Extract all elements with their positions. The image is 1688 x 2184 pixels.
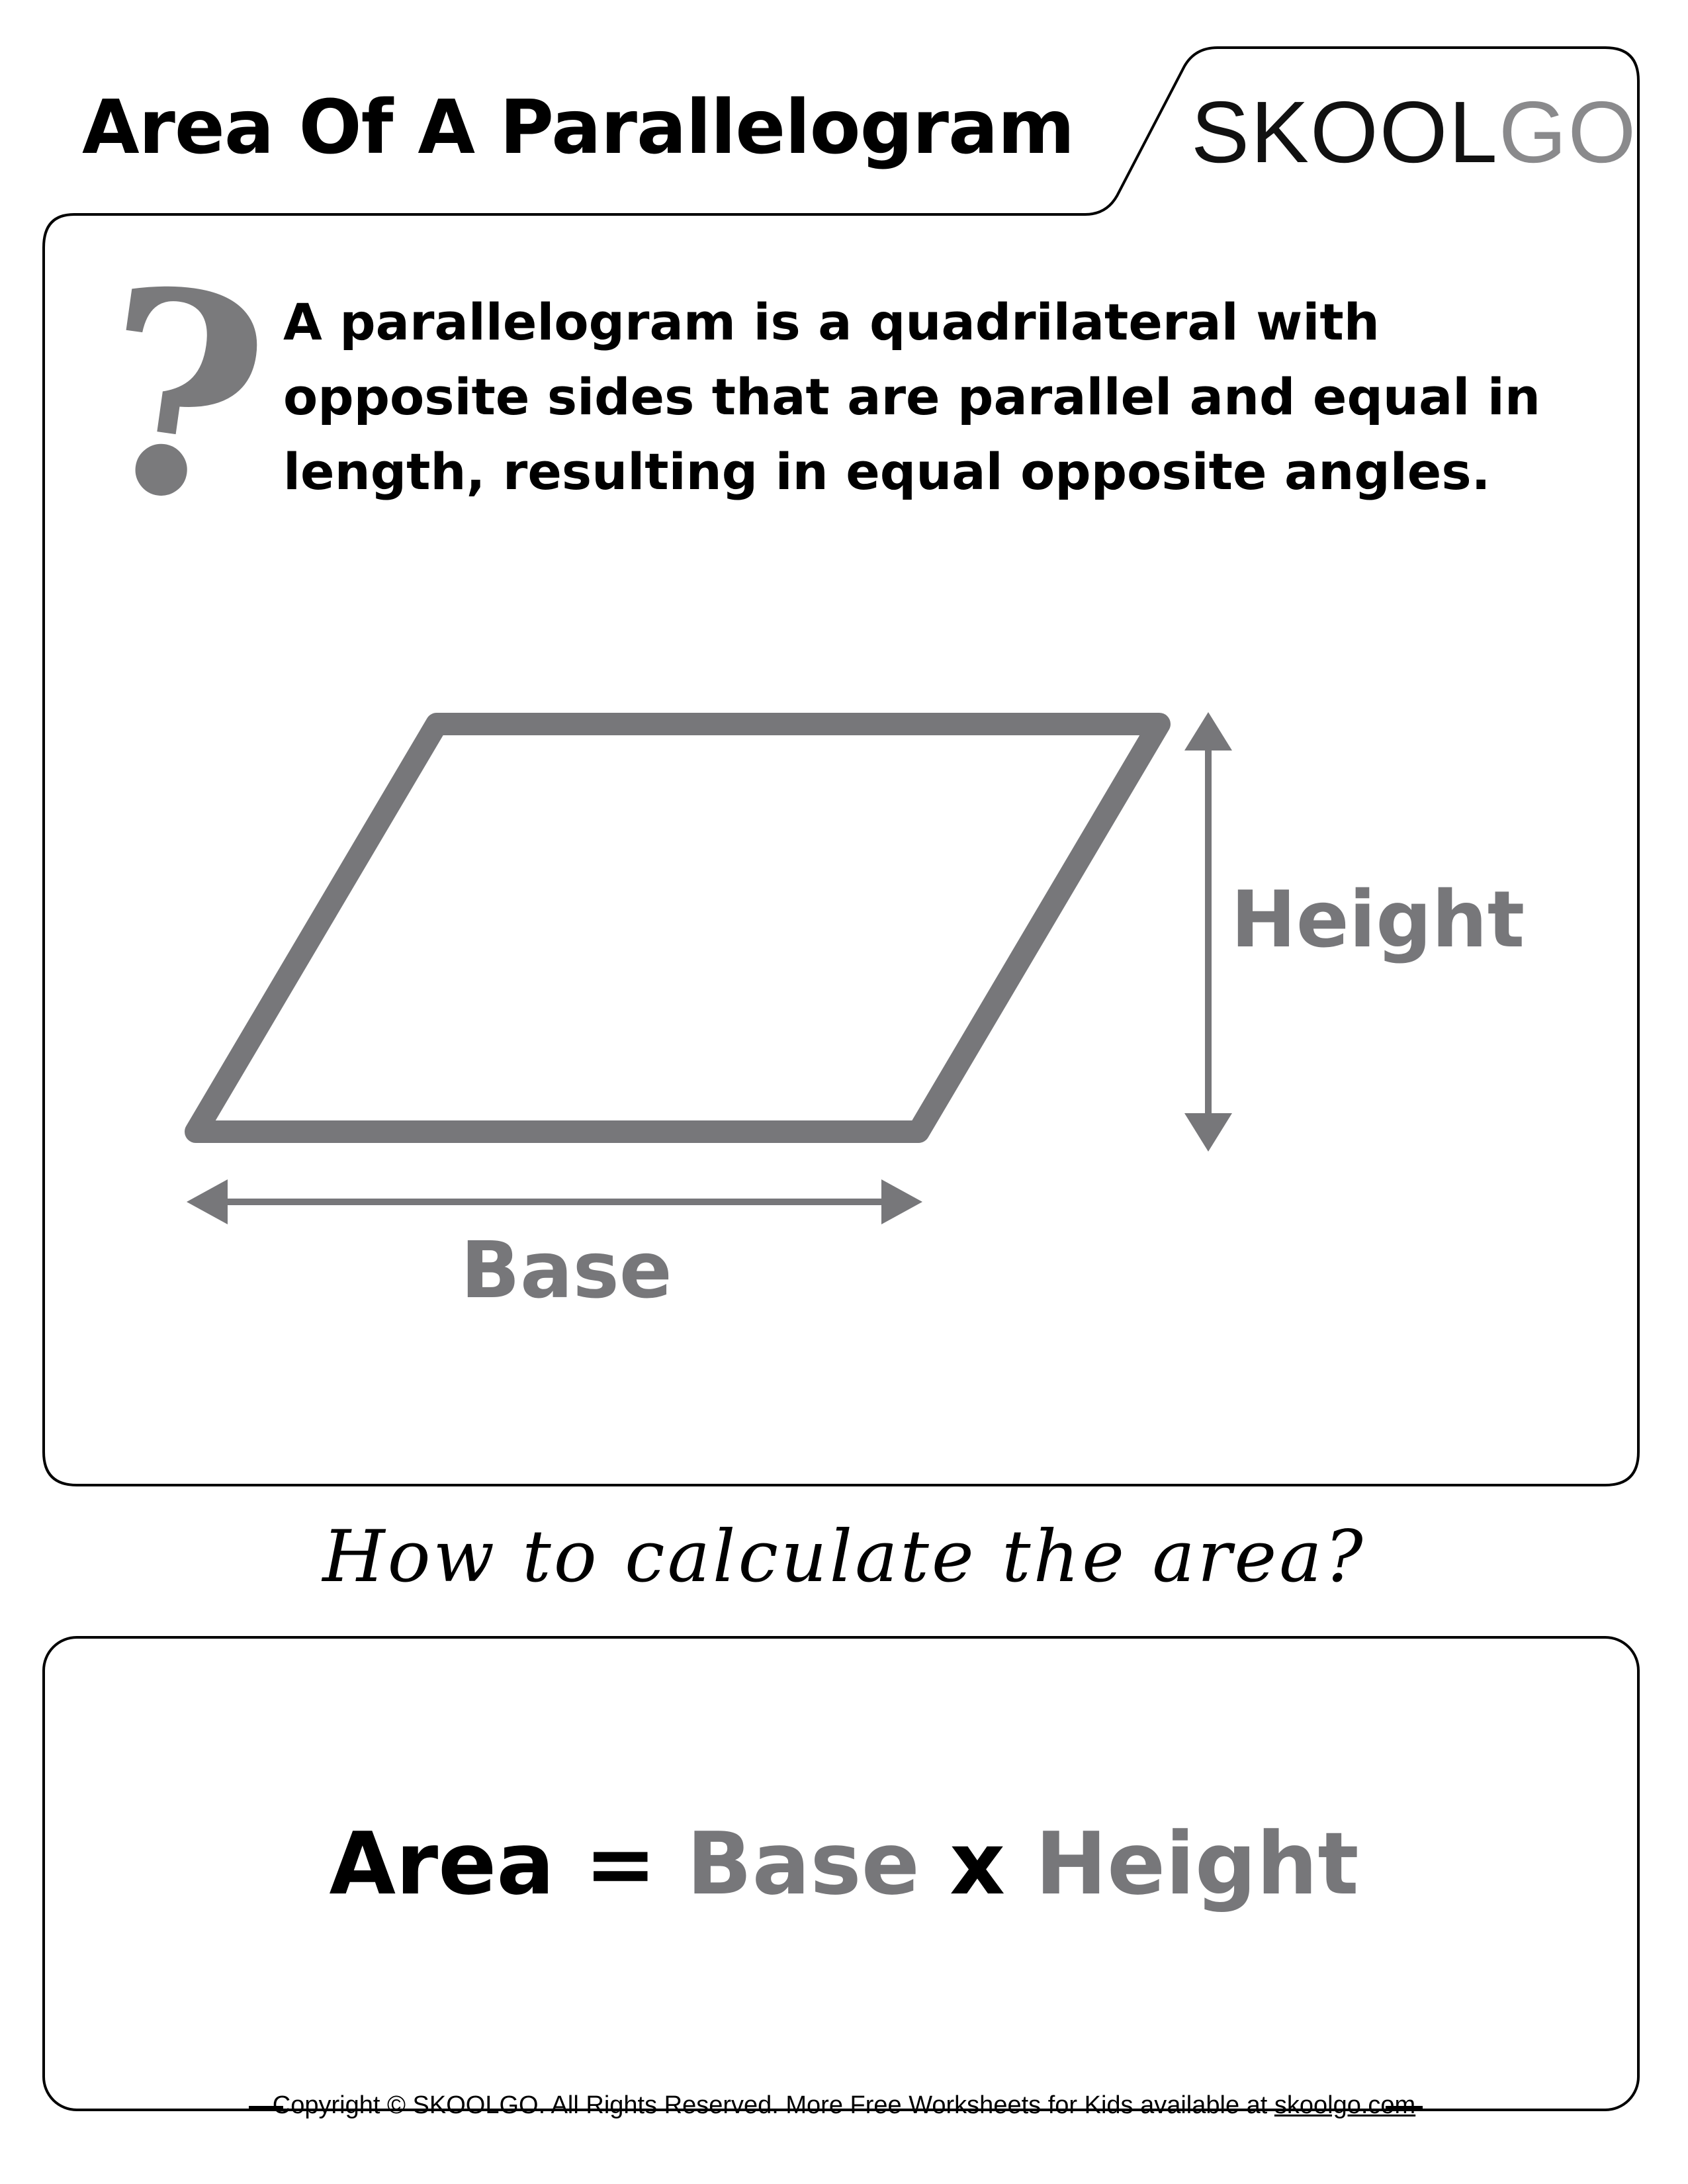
height-arrow bbox=[1184, 712, 1232, 1152]
footer-copyright: Copyright © SKOOLGO. All Rights Reserved. More Free Worksheets for Kids available at bbox=[272, 2091, 1268, 2119]
page-title: Area Of A Parallelogram bbox=[82, 85, 1075, 171]
base-arrow bbox=[187, 1179, 922, 1224]
formula-equals: = bbox=[584, 1813, 657, 1914]
formula-base: Base bbox=[686, 1813, 920, 1914]
skoolgo-logo bbox=[1191, 83, 1638, 181]
area-formula bbox=[0, 1813, 1688, 1914]
height-label: Height bbox=[1231, 874, 1525, 965]
formula-height: Height bbox=[1035, 1813, 1359, 1914]
logo-accent: GO bbox=[1498, 83, 1638, 181]
logo-main: SKOOL bbox=[1191, 83, 1499, 181]
footer bbox=[0, 2091, 1688, 2120]
base-label: Base bbox=[461, 1224, 672, 1316]
definition-text: A parallelogram is a quadrilateral with opposite sides that are parallel and equal in length, resulting in equal opposite angles. bbox=[283, 293, 1540, 501]
question-mark-icon: ? bbox=[77, 224, 285, 570]
formula-times: x bbox=[950, 1813, 1006, 1914]
footer-link[interactable]: skoolgo.com bbox=[1274, 2091, 1416, 2119]
formula-area: Area bbox=[329, 1813, 555, 1914]
parallelogram-shape bbox=[196, 724, 1159, 1132]
area-question: How to calculate the area? bbox=[322, 1516, 1366, 1598]
